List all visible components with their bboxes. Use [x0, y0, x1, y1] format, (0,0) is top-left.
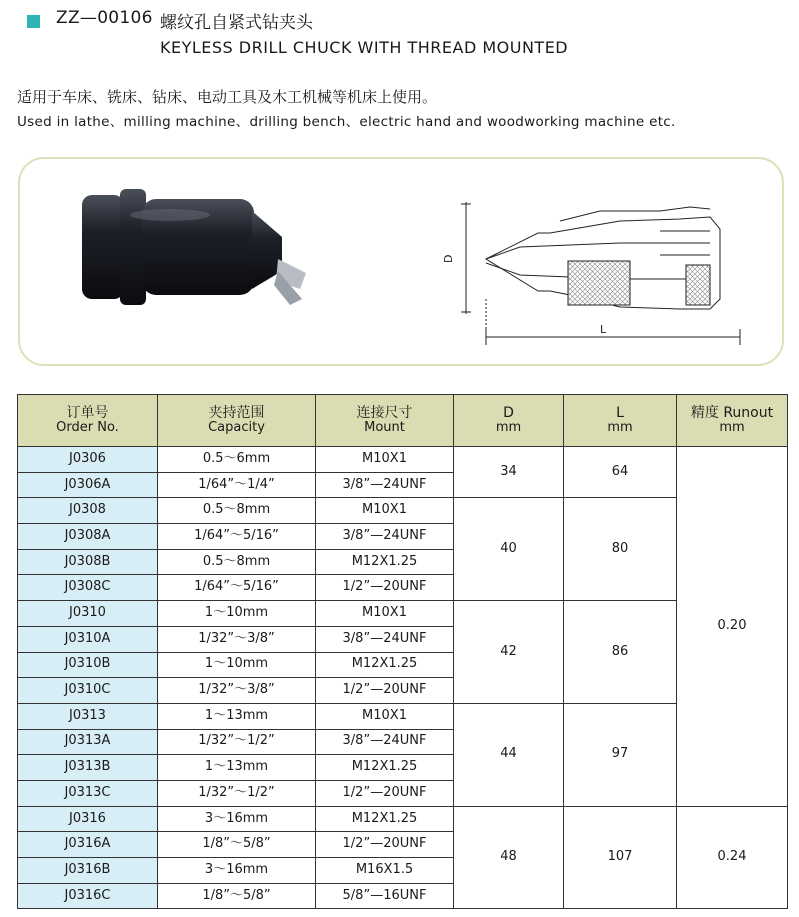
capacity-cell: 1/64”～5/16”	[158, 575, 316, 601]
order-cell: J0316B	[18, 858, 158, 884]
mount-cell: 3/8”—24UNF	[316, 626, 454, 652]
capacity-cell: 1/32”～3/8”	[158, 678, 316, 704]
order-cell: J0310A	[18, 626, 158, 652]
order-cell: J0308	[18, 498, 158, 524]
chuck-photo	[82, 189, 306, 305]
mount-cell: 1/2”—20UNF	[316, 678, 454, 704]
capacity-cell: 1/32”～1/2”	[158, 729, 316, 755]
capacity-cell: 1/32”～3/8”	[158, 626, 316, 652]
table-header-row	[18, 395, 788, 447]
header-d: D mm	[454, 395, 564, 447]
l-cell: 64	[564, 447, 677, 498]
d-cell: 48	[454, 806, 564, 909]
order-cell: J0313B	[18, 755, 158, 781]
order-cell: J0313C	[18, 780, 158, 806]
capacity-cell: 1/8”～5/8”	[158, 832, 316, 858]
order-cell: J0316	[18, 806, 158, 832]
capacity-cell: 1～13mm	[158, 755, 316, 781]
order-cell: J0310C	[18, 678, 158, 704]
accent-square-icon	[27, 15, 40, 28]
dimension-d-label: D	[442, 254, 455, 263]
mount-cell: M10X1	[316, 703, 454, 729]
mount-cell: 3/8”—24UNF	[316, 729, 454, 755]
mount-cell: M12X1.25	[316, 806, 454, 832]
title-english: KEYLESS DRILL CHUCK WITH THREAD MOUNTED	[160, 38, 569, 57]
mount-cell: M10X1	[316, 601, 454, 627]
d-cell: 34	[454, 447, 564, 498]
title-chinese: 螺纹孔自紧式钻夹头	[160, 13, 313, 33]
capacity-cell: 1～10mm	[158, 652, 316, 678]
l-cell: 107	[564, 806, 677, 909]
product-image-frame	[18, 157, 784, 366]
order-cell: J0316C	[18, 883, 158, 909]
mount-cell: M12X1.25	[316, 755, 454, 781]
header-l: L mm	[564, 395, 677, 447]
order-cell: J0308B	[18, 549, 158, 575]
header-order: 订单号 Order No.	[18, 395, 158, 447]
capacity-cell: 0.5～8mm	[158, 498, 316, 524]
header-capacity: 夹持范围 Capacity	[158, 395, 316, 447]
table-row	[18, 703, 788, 729]
table-row	[18, 601, 788, 627]
mount-cell: M12X1.25	[316, 549, 454, 575]
mount-cell: 1/2”—20UNF	[316, 780, 454, 806]
runout-cell: 0.24	[677, 806, 788, 909]
d-cell: 40	[454, 498, 564, 601]
mount-cell: 3/8”—24UNF	[316, 472, 454, 498]
d-cell: 44	[454, 703, 564, 806]
usage-english: Used in lathe、milling machine、drilling bench、electric hand and woodworking machine etc.	[17, 114, 676, 130]
mount-cell: 1/2”—20UNF	[316, 832, 454, 858]
capacity-cell: 1/64”～1/4”	[158, 472, 316, 498]
order-cell: J0313A	[18, 729, 158, 755]
order-cell: J0313	[18, 703, 158, 729]
order-cell: J0316A	[18, 832, 158, 858]
order-cell: J0306	[18, 447, 158, 473]
order-cell: J0308A	[18, 524, 158, 550]
capacity-cell: 1～13mm	[158, 703, 316, 729]
product-illustration	[20, 159, 786, 368]
capacity-cell: 3～16mm	[158, 806, 316, 832]
mount-cell: 1/2”—20UNF	[316, 575, 454, 601]
table-row	[18, 498, 788, 524]
capacity-cell: 0.5～8mm	[158, 549, 316, 575]
header-mount: 连接尺寸 Mount	[316, 395, 454, 447]
header-runout: 精度 Runout mm	[677, 395, 788, 447]
mount-cell: M10X1	[316, 447, 454, 473]
l-cell: 86	[564, 601, 677, 704]
l-cell: 80	[564, 498, 677, 601]
spec-table	[17, 394, 788, 909]
order-cell: J0310	[18, 601, 158, 627]
product-code: ZZ—00106	[56, 8, 153, 28]
capacity-cell: 0.5～6mm	[158, 447, 316, 473]
mount-cell: 5/8”—16UNF	[316, 883, 454, 909]
capacity-cell: 1～10mm	[158, 601, 316, 627]
capacity-cell: 3～16mm	[158, 858, 316, 884]
table-row	[18, 447, 788, 473]
mount-cell: M16X1.5	[316, 858, 454, 884]
capacity-cell: 1/64”～5/16”	[158, 524, 316, 550]
order-cell: J0310B	[18, 652, 158, 678]
order-cell: J0308C	[18, 575, 158, 601]
usage-chinese: 适用于车床、铣床、钻床、电动工具及木工机械等机床上使用。	[17, 88, 438, 106]
mount-cell: M12X1.25	[316, 652, 454, 678]
dimension-l-label: L	[600, 323, 607, 336]
order-cell: J0306A	[18, 472, 158, 498]
capacity-cell: 1/8”～5/8”	[158, 883, 316, 909]
capacity-cell: 1/32”～1/2”	[158, 780, 316, 806]
mount-cell: M10X1	[316, 498, 454, 524]
mount-cell: 3/8”—24UNF	[316, 524, 454, 550]
l-cell: 97	[564, 703, 677, 806]
runout-cell: 0.20	[677, 447, 788, 807]
d-cell: 42	[454, 601, 564, 704]
table-row	[18, 806, 788, 832]
